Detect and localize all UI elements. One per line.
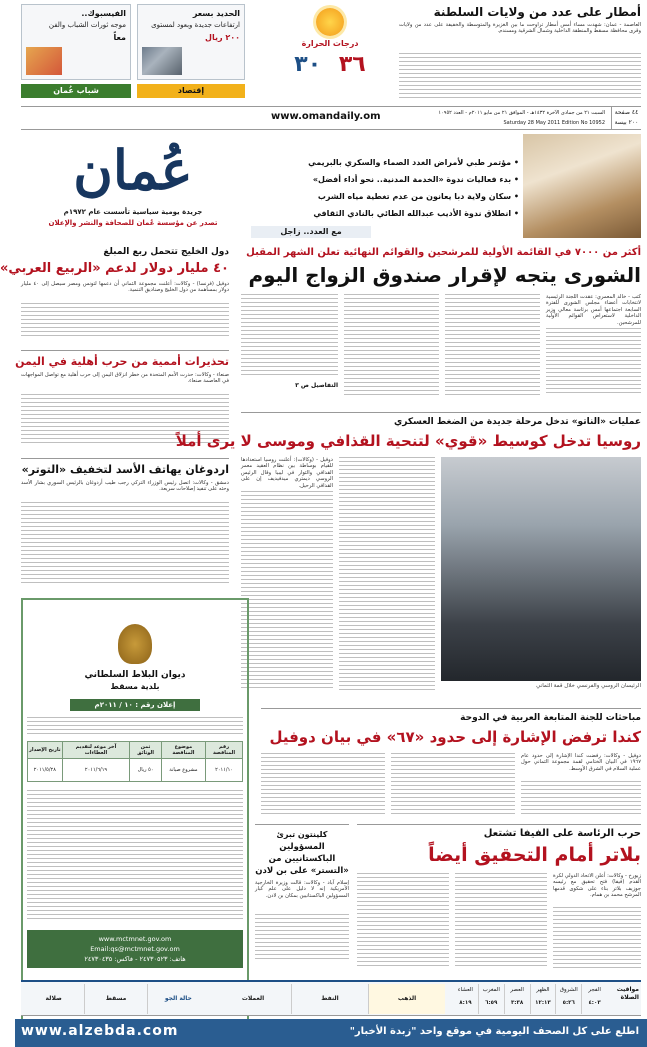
temperature-high: ٣٦ [338, 52, 366, 77]
main-kicker: أكثر من ٧٠٠٠ في القائمة الأولية للمرشحين والقوائم النهائية تعلن الشهر المقبل [246, 247, 641, 258]
bullet-item: • مؤتمر طبي لأمراض الغدد الصماء والسكري بالبريمي [308, 158, 519, 167]
main-story [241, 246, 641, 406]
yemen-body: صنعاء - وكالات: حذرت الأمم المتحدة من خطر انزلاق اليمن إلى حرب أهلية مع تواصل المواجهات في العاصمة صنعاء. [21, 372, 229, 385]
table-header-row: رقم المناقصة موضوع المناقصة ثمن الوثائق آخر موعد لتقديم العطاءات تاريخ الإصدار [28, 742, 243, 759]
turkey-story [21, 458, 229, 588]
gulf-body: دوفيل (فرنسا) - وكالات: أعلنت مجموعة الثماني أن دعمها لتونس ومصر سيصل إلى ٤٠ مليار دولار بمساهمة من دول الخليج وصناديق التنمية. [21, 281, 230, 294]
fifa-body: زيورخ - وكالات: أعلن الاتحاد الدولي لكرة القدم (فيفا) فتح تحقيق مع رئيسه جوزيف بلاتر بناء على شكوى قدمها المرشح محمد بن همام. [553, 873, 641, 899]
turkey-headline: اردوغان يهاتف الأسد لتخفيف «التوتر» [21, 463, 229, 476]
ad-1-image [142, 47, 182, 75]
notice-contact [27, 930, 243, 968]
russia-body: دوفيل - (وكالات): أعلنت روسيا استعدادها للقيام بوساطة بين نظام العقيد معمر القذافي والثوار في ليبيا وقال الرئيس الروسي ديمتري ميدفيديف إن على القذافي الرحيل. [241, 457, 333, 489]
masthead-photo [523, 134, 641, 238]
emblem-icon [118, 624, 152, 664]
bullet-item: • انطلاق ندوة الأديب عبدالله الطائي بالنادي الثقافي [313, 209, 519, 218]
top-story [399, 4, 641, 102]
palestine-body: دوفيل - وكالات: رفضت كندا الإشارة إلى حدود عام ١٩٦٧ في البيان الختامي لقمة مجموعة الثماني حول عملية السلام في الشرق الأوسط. [521, 753, 641, 772]
ad-2-image [26, 47, 62, 75]
date-bar [21, 106, 641, 130]
prayer-item: العصر ٣:٣٨ [504, 984, 530, 1014]
bullet-item: • سكان ولاية دبا يعانون من عدم تغطية مياه الشرب [317, 192, 519, 201]
russia-story [175, 412, 641, 702]
prayer-item: الظهر ١٢:١٣ [530, 984, 556, 1014]
logo-publisher: تصدر عن مؤسسة عُمان للصحافة والنشر والإعلان [48, 219, 218, 227]
market-item: النفط [291, 984, 368, 1014]
ad-2-title: الفيسبوك.. [81, 9, 126, 18]
prayer-item: الفجر ٤:٠٣ [581, 984, 607, 1014]
top-story-body: العاصمة - عمان: شهدت مساء أمس أمطار تراوحت ما بين الغزيرة والمتوسطة والخفيفة على عدد من ولايات وقرى محافظة مسقط والمنطقة الداخلية وشمال الشرقية ومسندم. [399, 22, 641, 35]
notice-subtitle: بلدية مسقط [110, 682, 160, 691]
notice-email[interactable]: Email:qs@mctmnet.gov.om [90, 945, 180, 953]
edition-box [611, 107, 641, 129]
price: ٢٠٠ بيسة [614, 119, 639, 126]
notice-table [27, 741, 243, 782]
fifa-kicker: حرب الرئاسة على الفيفا تشتعل [483, 828, 641, 839]
logo-text: عُمان [73, 138, 193, 202]
top-story-headline: أمطار على عدد من ولايات السلطنة [433, 5, 641, 19]
footer-slogan: اطلع على كل الصحف اليومية في موقع واحد "زبدة الأخبار" [349, 1026, 639, 1037]
weather-strip [23, 984, 209, 1014]
palestine-kicker: مباحثات للجنة المتابعة العربية في الدوحة [460, 713, 641, 723]
prayer-title: مواقيت الصلاة [616, 986, 639, 1001]
main-body: كتب - خالد المعمري: عقدت اللجنة الرئيسية لانتخابات أعضاء مجلس الشورى للفترة السابعة اجتماعها أمس برئاسة معالي وزير الداخلية لاستعراض القوائم الأولية للمرشحين. [546, 294, 641, 326]
weather-label: درجات الحرارة [301, 39, 359, 48]
notice-title: ديوان البلاط السلطاني [84, 670, 186, 680]
russia-caption: الرئيسان الروسي والفرنسي خلال قمة الثماني [536, 683, 641, 689]
ad-1-body: ارتفاعات جديدة وبعود لمستوى [151, 21, 240, 29]
prayer-grid [453, 984, 607, 1014]
ad-box-2 [21, 4, 131, 80]
top-ads [21, 4, 245, 102]
pakistan-headline: المسؤولين الباكستانيين من «التستر» على بن لادن [255, 842, 349, 876]
market-item: الذهب [368, 984, 445, 1014]
badge-youth: شباب عُمان [21, 84, 131, 98]
pakistan-story [255, 824, 349, 974]
prayer-item: الشروق ٥:٢٦ [555, 984, 581, 1014]
turkey-body: دمشق - وكالات: اتصل رئيس الوزراء التركي رجب طيب أردوغان بالرئيس السوري بشار الأسد وحثه على تنفيذ إصلاحات سريعة. [21, 480, 229, 493]
notice-ad [21, 598, 249, 1028]
russia-headline: روسيا تدخل كوسيط «قوي» لتنحية القذافي وموسى لا يرى أملاً [175, 432, 641, 450]
main-headline: الشورى يتجه لإقرار صندوق الزواج اليوم [248, 263, 641, 287]
ad-1-title: الحديد بسعر [192, 9, 240, 18]
palestine-story [261, 708, 641, 818]
info-bar [21, 980, 641, 1016]
yemen-headline: تحذيرات أممية من حرب أهلية في اليمن [15, 355, 229, 368]
gulf-headline: ٤٠ مليار دولار لدعم «الربيع العربي» [0, 261, 229, 276]
weather-strip-item: صلالة [45, 995, 62, 1002]
date-english: Saturday 28 May 2011 Edition No 10952 [503, 120, 605, 126]
prayer-item: المغرب ٦:٥٩ [478, 984, 504, 1014]
editorial-note: مع العدد.. زاجل [251, 226, 371, 238]
badge-economy: إقتصاد [137, 84, 245, 98]
main-continued: التفاصيل ص ٣ [295, 382, 338, 389]
date-line: السبت ٢١ من جمادى الآخرة ١٤٣٢هـ - الموافق ٢١ من مايو ٢٠١١م - العدد ١٠٩٥٢ [438, 110, 605, 116]
markets-box [215, 984, 445, 1014]
notice-phone: هاتف: ٢٤٧٣٠٥٢٣ - فاكس: ٢٤٧٣٠٤٣٥ [84, 955, 186, 963]
footer-site[interactable]: www.alzebda.com [21, 1023, 179, 1039]
bullets-box [251, 134, 519, 238]
masthead-logo [21, 134, 245, 242]
pakistan-body: إسلام آباد - وكالات: قالت وزيرة الخارجية الأمريكية إنه لا دليل على علم كبار المسؤولين الباكستانيين بمكان بن لادن. [255, 880, 349, 899]
page-count: ٤٤ صفحة [614, 109, 639, 116]
notice-website[interactable]: www.mctmnet.gov.om [98, 935, 172, 943]
russia-photo [441, 457, 641, 681]
logo-tagline: جريدة يومية سياسية تأسست عام ١٩٧٢م [63, 208, 203, 216]
ad-2-sub: معاً [113, 33, 126, 42]
ad-box-1 [137, 4, 245, 80]
gulf-kicker: دول الخليج تتحمل ربع المبلغ [103, 247, 229, 257]
weather-strip-item: حالة الجو [147, 984, 209, 1014]
temperature-row [287, 52, 373, 78]
bullet-item: • بدء فعاليات ندوة «الخدمة المدنية.. نحو أداء أفضل» [312, 175, 519, 184]
weather-box [287, 4, 373, 102]
sun-icon [316, 8, 344, 36]
gulf-story [0, 246, 230, 342]
temperature-low: ٣٠ [294, 52, 322, 77]
palestine-headline: كندا ترفض الإشارة إلى حدود «٦٧» في بيان دوفيل [269, 728, 641, 746]
prayer-times [451, 982, 641, 1016]
notice-tender-label: إعلان رقم : ١٠ / ٢٠١١م [70, 699, 200, 711]
website-top[interactable]: www.omandaily.om [271, 111, 381, 122]
ad-1-price: ٢٠٠ ريال [205, 33, 240, 42]
pakistan-kicker: كلينتون تبرئ [276, 830, 328, 839]
russia-kicker: عمليات «الناتو» تدخل مرحلة جديدة من الضغط العسكري [393, 417, 641, 427]
table-row: ٢٠١١/١٠ مشروع صيانة ٥٠ ريال ٢٠١١/٦/١٩ ٢٠١١/٥/٢٨ [28, 759, 243, 782]
fifa-headline: بلاتر أمام التحقيق أيضاً [428, 844, 641, 866]
footer-banner[interactable] [15, 1019, 647, 1047]
fifa-story [357, 824, 641, 974]
ad-2-body: موجه ثورات الشباب والفن [48, 21, 126, 29]
prayer-item: العشاء ٨:١٩ [457, 987, 473, 1006]
weather-strip-item: مسقط [84, 984, 146, 1014]
market-item: العملات [241, 995, 265, 1002]
